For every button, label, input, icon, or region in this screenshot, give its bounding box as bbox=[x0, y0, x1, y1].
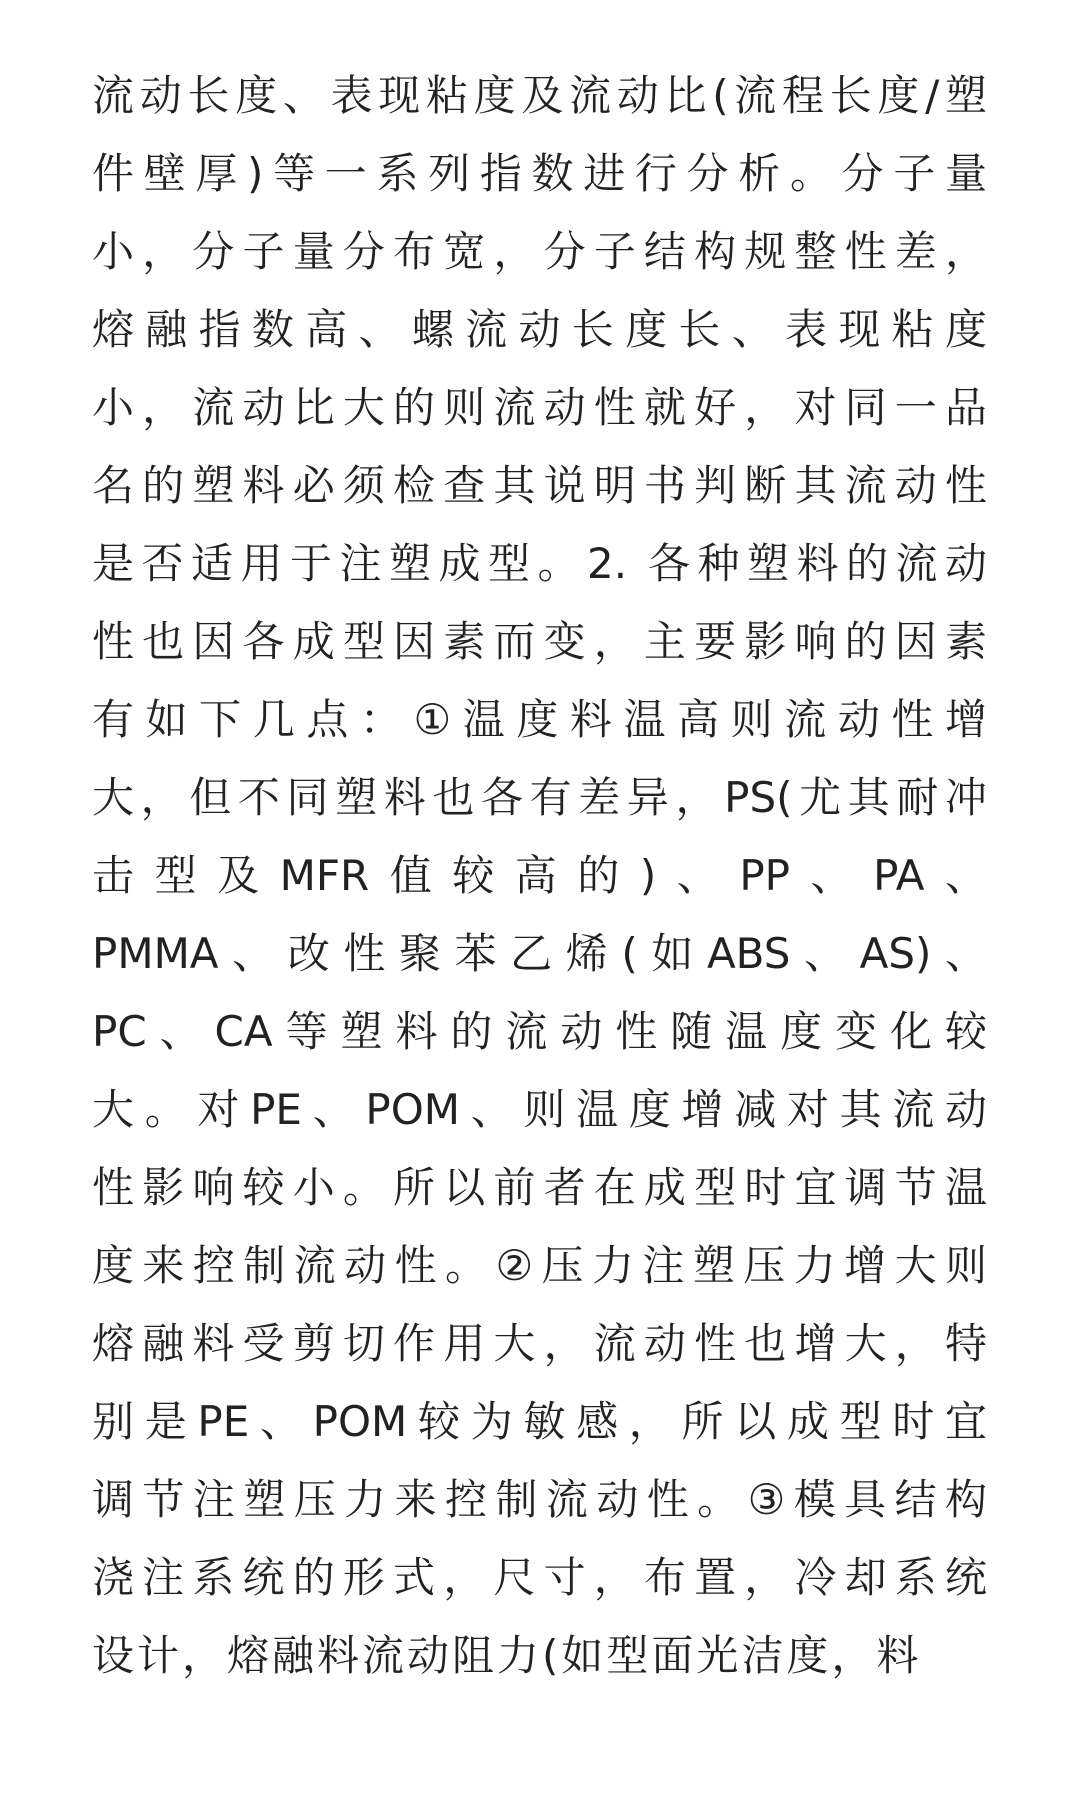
text-line: 名的塑料必须检查其说明书判断其流动性 bbox=[92, 461, 987, 510]
text-line: 击型及MFR值较高的)、PP、PA、 bbox=[92, 851, 987, 900]
text-line: 熔融料受剪切作用大，流动性也增大，特 bbox=[92, 1319, 987, 1368]
text-line: 设计，熔融料流动阻力(如型面光洁度，料 bbox=[92, 1631, 922, 1680]
text-line: 大。对PE、POM、则温度增减对其流动 bbox=[92, 1085, 987, 1134]
text-line: 有如下几点：①温度料温高则流动性增 bbox=[92, 695, 987, 744]
text-line: 调节注塑压力来控制流动性。③模具结构 bbox=[92, 1475, 987, 1524]
text-line: 小，分子量分布宽，分子结构规整性差， bbox=[92, 227, 987, 276]
text-line: 性也因各成型因素而变，主要影响的因素 bbox=[92, 617, 987, 666]
text-line: 熔融指数高、螺流动长度长、表现粘度 bbox=[92, 305, 987, 354]
text-line: 大，但不同塑料也各有差异，PS(尤其耐冲 bbox=[92, 773, 987, 822]
text-line: 是否适用于注塑成型。2. 各种塑料的流动 bbox=[92, 539, 987, 588]
article-body bbox=[92, 57, 987, 1695]
text-line: 流动长度、表现粘度及流动比(流程长度/塑 bbox=[92, 71, 987, 120]
text-line: 度来控制流动性。②压力注塑压力增大则 bbox=[92, 1241, 987, 1290]
text-line: 小，流动比大的则流动性就好，对同一品 bbox=[92, 383, 987, 432]
text-line: 别是PE、POM较为敏感，所以成型时宜 bbox=[92, 1397, 987, 1446]
text-line: 件壁厚)等一系列指数进行分析。分子量 bbox=[92, 149, 987, 198]
text-line: 浇注系统的形式，尺寸，布置，冷却系统 bbox=[92, 1553, 987, 1602]
text-line: 性影响较小。所以前者在成型时宜调节温 bbox=[92, 1163, 987, 1212]
text-line: PC、CA等塑料的流动性随温度变化较 bbox=[92, 1007, 987, 1056]
text-line: PMMA、改性聚苯乙烯(如ABS、AS)、 bbox=[92, 929, 987, 978]
